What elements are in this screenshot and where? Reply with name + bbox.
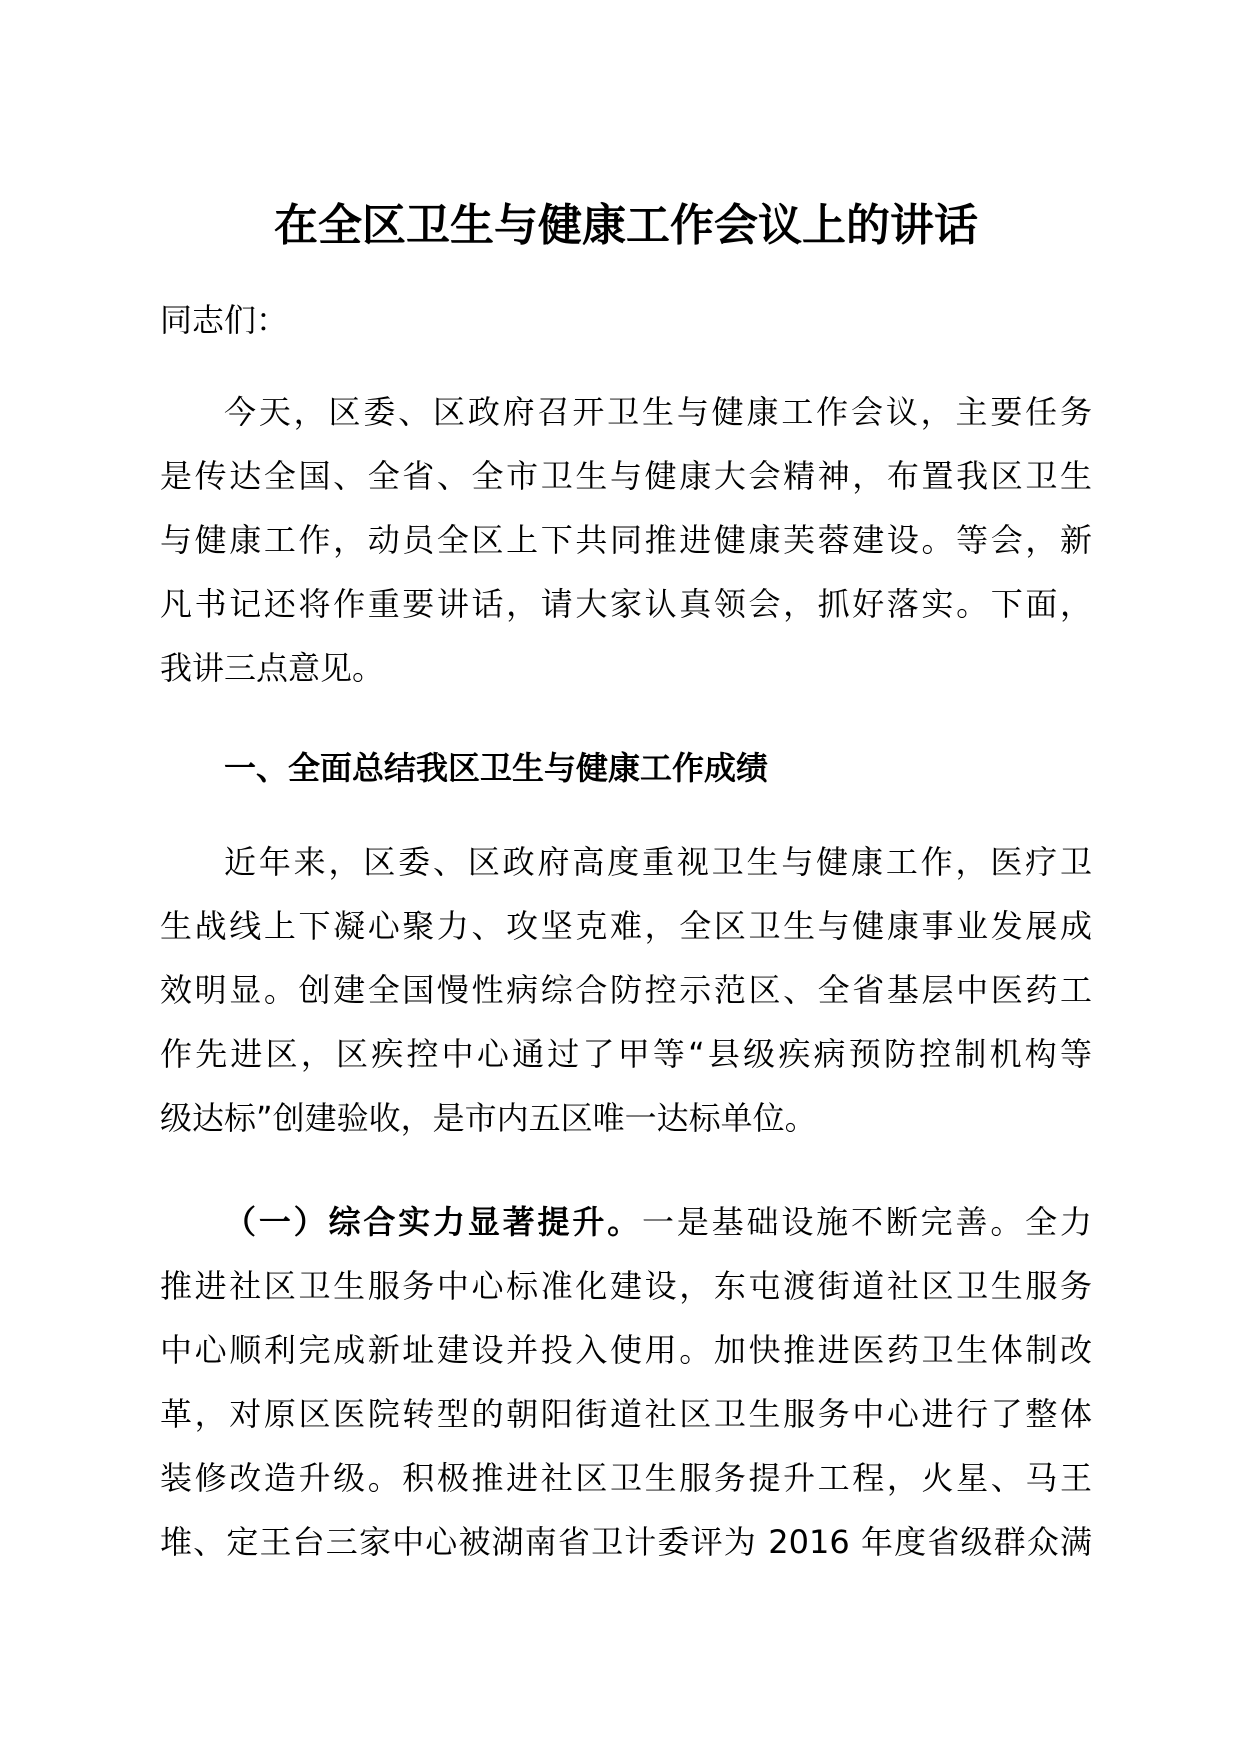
greeting: 同志们： [160, 301, 289, 339]
paragraph-line: 效明显。创建全国慢性病综合防控示范区、全省基层中医药工 [160, 971, 1092, 1009]
paragraph-line: 革，对原区医院转型的朝阳街道社区卫生服务中心进行了整体 [160, 1395, 1092, 1433]
subsection-lead: （一）综合实力显著提升。 [224, 1203, 642, 1241]
paragraph-line: 级达标”创建验收，是市内五区唯一达标单位。 [160, 1099, 817, 1137]
paragraph-line: 推进社区卫生服务中心标准化建设，东屯渡街道社区卫生服务 [160, 1267, 1092, 1305]
paragraph-subsection-1 [160, 1190, 1092, 1574]
paragraph-line: 与健康工作，动员全区上下共同推进健康芙蓉建设。等会，新 [160, 521, 1092, 559]
paragraph-line: 凡书记还将作重要讲话，请大家认真领会，抓好落实。下面， [160, 585, 1092, 623]
paragraph-line: 堆、定王台三家中心被湖南省卫计委评为 2016 年度省级群众满 [160, 1523, 1092, 1561]
paragraph-line: 我讲三点意见。 [160, 649, 385, 687]
paragraph-line: 今天，区委、区政府召开卫生与健康工作会议，主要任务 [224, 393, 1092, 431]
document-title: 在全区卫生与健康工作会议上的讲话 [274, 200, 978, 251]
paragraph-line: 近年来，区委、区政府高度重视卫生与健康工作，医疗卫 [224, 843, 1092, 881]
section-heading: 一、全面总结我区卫生与健康工作成绩 [224, 749, 769, 787]
subsection-lead-text: 一是基础设施不断完善。全力 [642, 1203, 1092, 1241]
paragraph-line: 是传达全国、全省、全市卫生与健康大会精神，布置我区卫生 [160, 457, 1092, 495]
paragraph-line: 作先进区，区疾控中心通过了甲等“县级疾病预防控制机构等 [160, 1035, 1092, 1073]
paragraph-intro [160, 380, 1092, 700]
paragraph-line [160, 1190, 1092, 1254]
paragraph-line: 中心顺利完成新址建设并投入使用。加快推进医药卫生体制改 [160, 1331, 1092, 1369]
paragraph-line: 生战线上下凝心聚力、攻坚克难，全区卫生与健康事业发展成 [160, 907, 1092, 945]
paragraph-achievements [160, 830, 1092, 1150]
paragraph-line: 装修改造升级。积极推进社区卫生服务提升工程，火星、马王 [160, 1459, 1092, 1497]
